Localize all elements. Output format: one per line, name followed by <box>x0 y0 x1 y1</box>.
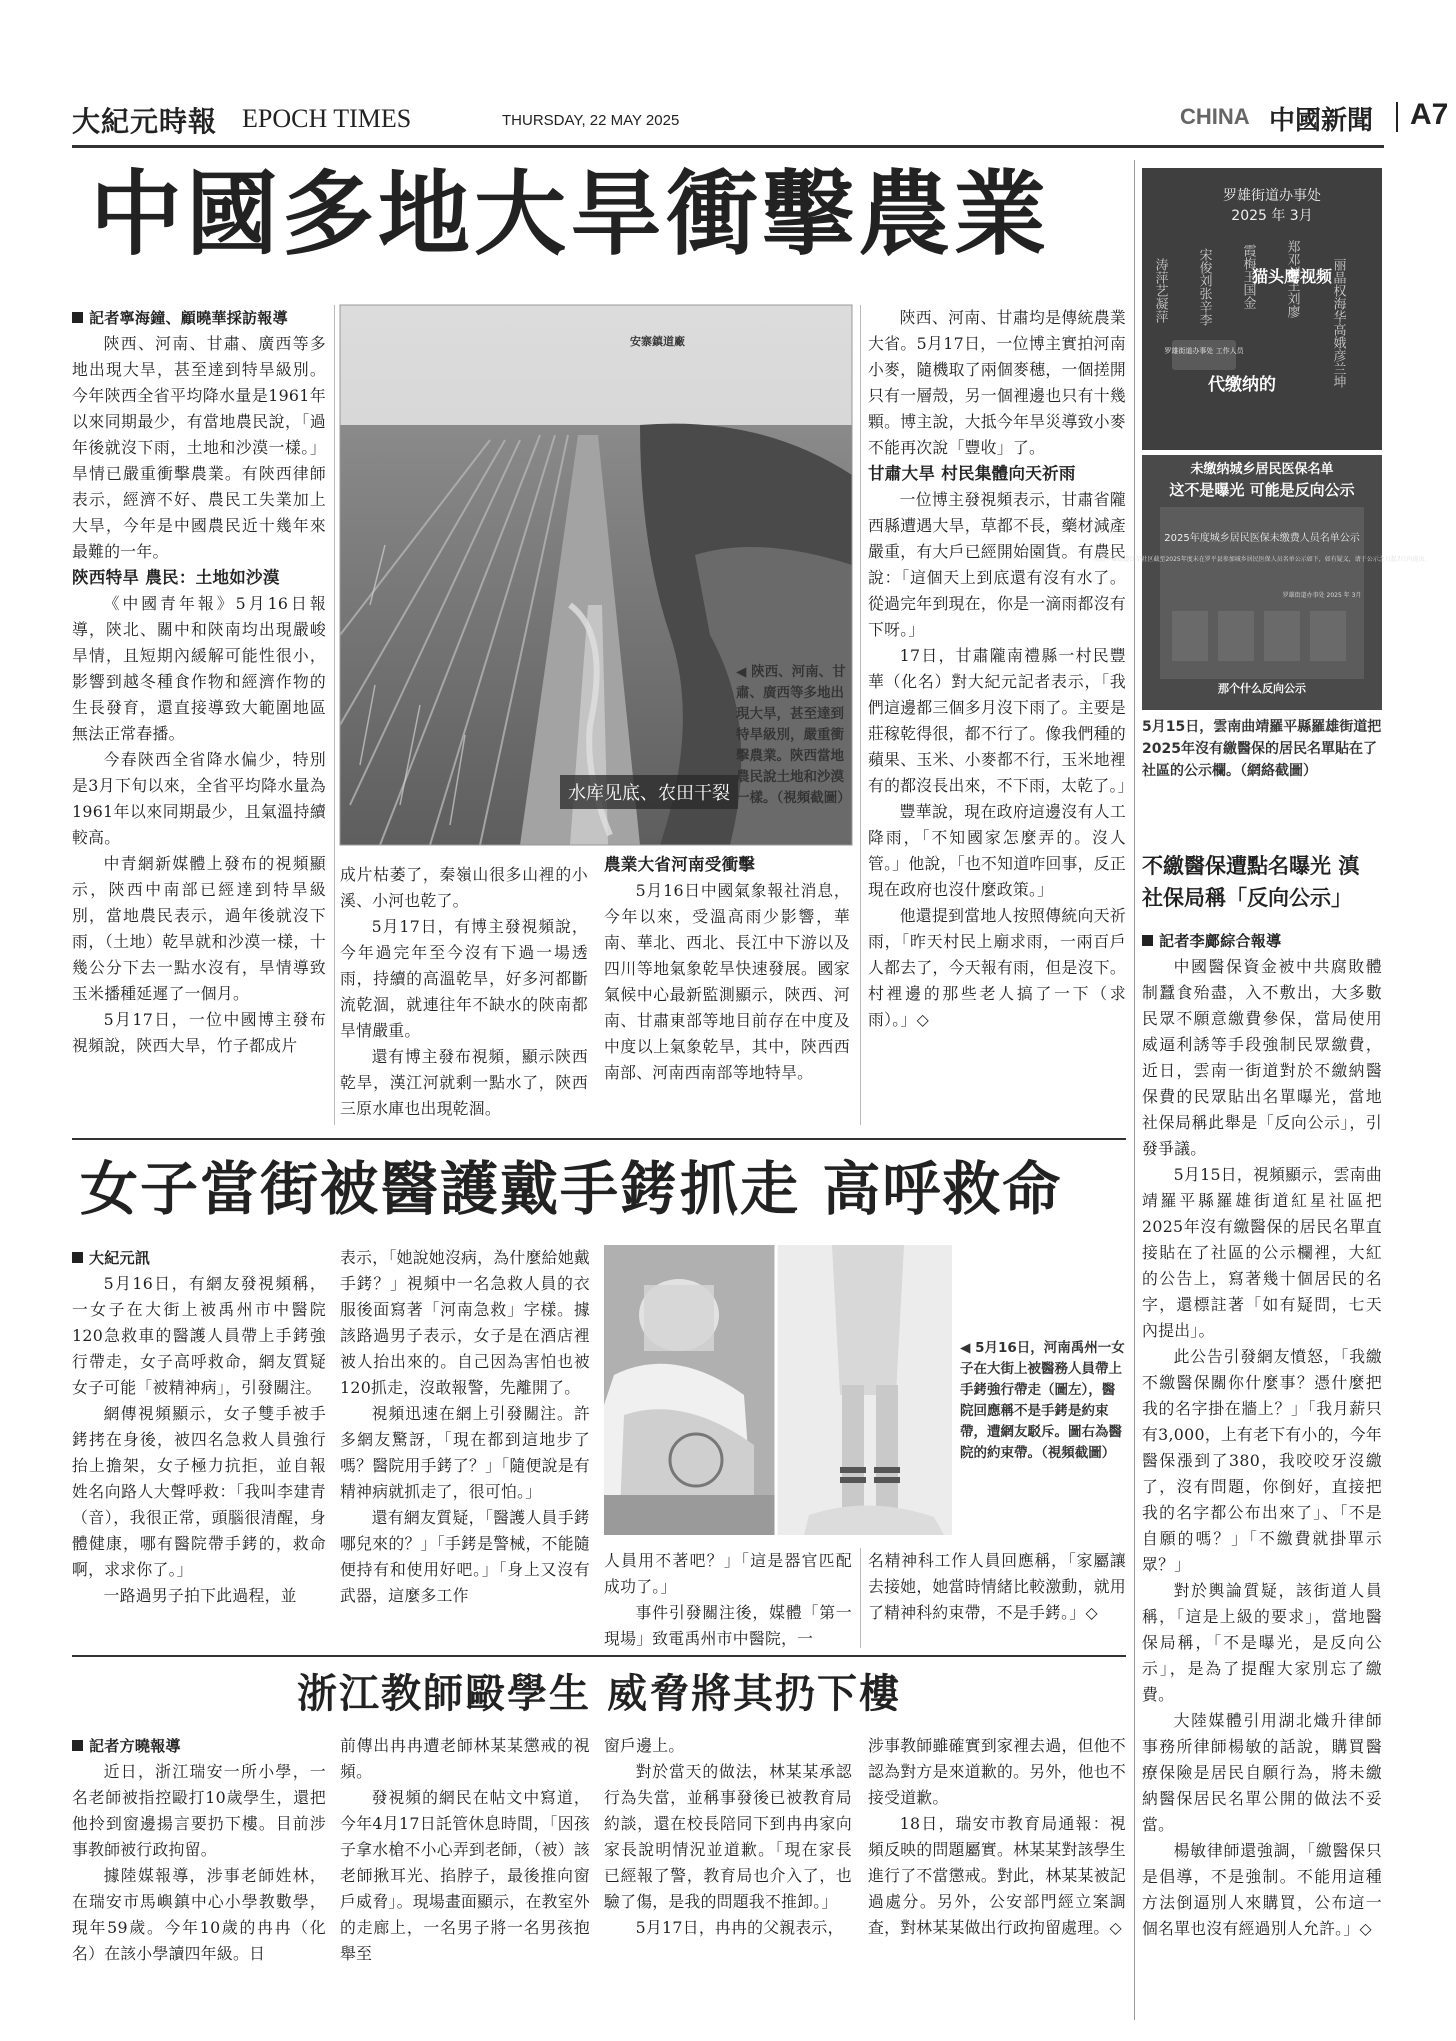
board-header-2: 2025 年 3月 <box>1231 208 1313 224</box>
article1-subhead-henan: 農業大省河南受衝擊 <box>604 855 756 874</box>
article2-photo-caption: ◀ 5月16日，河南禹州一女子在大街上被醫務人員帶上手銬強行帶走（圖左），醫院回應稱不是手銬是約束帶，遭網友駁斥。圖右為醫院的約束帶。（視頻截圖） <box>960 1340 1125 1461</box>
article1-column-3 <box>604 852 850 1086</box>
paper-name-cn: 大紀元時報 <box>72 105 218 138</box>
article1-subhead-gansu: 甘肅大旱 村民集體向天祈雨 <box>868 464 1076 483</box>
paragraph: 中青網新媒體上發布的視頻顯示，陝西中南部已經達到特旱級別，當地農民表示，過年後就沒下雨，（土地）乾旱就和沙漠一樣，十幾公分下去一點水沒有，旱情導致玉米播種延遲了一個月。 <box>72 854 326 1003</box>
paragraph: 5月16日中國氣象報社消息，今年以來，受溫高雨少影響，華南、華北、西北、長江中下游以及四川等地氣象乾旱快速發展。國家氣候中心最新監測顯示，陝西、河南、甘肅東部等地目前存在中度及中度以上氣象乾旱，其中，陝西西南部、河南西南部等地特旱。 <box>604 881 850 1082</box>
article1-subhead-shaanxi: 陝西特旱 農民：土地如沙漠 <box>72 568 280 587</box>
section-cn: 中國新聞 <box>1269 106 1374 136</box>
article-separator <box>72 1655 1126 1657</box>
notice-title-1: 未缴纳城乡居民医保名单 <box>1190 462 1334 477</box>
staff-board-photo <box>1142 168 1382 450</box>
paragraph: 17日，甘肅隴南禮縣一村民豐華（化名）對大紀元記者表示，「我們這邊都三個多月沒下雨了。主要是莊稼乾得很，都不行了。像我們種的蘋果、玉米、小麥都不行，玉米地裡有的都沒長出來，不下雨，太乾了。」 <box>868 646 1134 795</box>
article3-column-1 <box>72 1733 326 1967</box>
paragraph: 近日，浙江瑞安一所小學，一名老師被指控毆打10歲學生，還把他拎到窗邊揚言要扔下樓。目前涉事教師被行政拘留。 <box>72 1762 326 1859</box>
sidebar-byline: 記者李鄺綜合報導 <box>1142 928 1382 954</box>
notice-heading: 2025年度城乡居民医保未缴费人员名单公示 <box>1164 533 1360 544</box>
article2-column-2 <box>340 1245 590 1609</box>
sidebar-photo-caption: 5月15日，雲南曲靖羅平縣羅雄街道把2025年沒有繳醫保的居民名單貼在了社區的公示欄。（網絡截圖） <box>1142 719 1382 779</box>
paragraph: 還有博主發布視頻，顯示陝西乾旱，漢江河就剩一點水了，陝西三原水庫也出現乾涸。 <box>340 1047 588 1118</box>
paragraph: 還有網友質疑，「醫護人員手銬哪兒來的？」「手銬是警械，不能隨便持有和使用好吧。」「身上又沒有武器，這麼多工作 <box>340 1508 590 1605</box>
article3-byline: 記者方曉報導 <box>72 1733 326 1759</box>
board-sticker-1: 猫头鹰视频 <box>1251 267 1333 286</box>
sidebar-divider <box>1134 160 1135 2020</box>
paragraph: 5月17日，冉冉的父親表示， <box>635 1918 844 1937</box>
paragraph: 18日，瑞安市教育局通報：視頻反映的問題屬實。林某某對該學生進行了不當懲戒。對此，林某某被記過處分。另外，公安部門經立案調查，對林某某做出行政拘留處理。◇ <box>868 1814 1126 1937</box>
board-names: 郑邓刘王刘廖 <box>1284 240 1300 318</box>
paragraph: 5月16日，有網友發視頻稱，一女子在大街上被禹州市中醫院120急救車的醫護人員帶上手銬強行帶走，女子高呼救命，網友質疑女子可能「被精神病」，引發關注。 <box>72 1274 326 1397</box>
sidebar-headline: 不繳醫保遭點名曝光 滇社保局稱「反向公示」 <box>1142 854 1360 910</box>
board-header-1: 罗雄街道办事处 <box>1223 188 1321 204</box>
notice-title-2: 这不是曝光 可能是反向公示 <box>1169 481 1355 499</box>
section-divider <box>1396 102 1398 132</box>
article3-column-2 <box>340 1733 590 1967</box>
unpaid-insurance-notice-photo <box>1093 455 1431 710</box>
article2-headline: 女子當街被醫護戴手銬抓走 高呼救命 <box>80 1155 1063 1223</box>
column-divider <box>860 305 861 1125</box>
paragraph: 此公告引發網友憤怒，「我繳不繳醫保關你什麼事？憑什麼把我的名字掛在牆上？」「我月薪只有3,000，上有老下有小的，今年醫保漲到了380，我咬咬牙沒繳了，沒有問題，你倒好，直接把我的名字都公布出來了」、「不是自願的嗎？」「不繳費就掛單示眾？」 <box>1142 1347 1382 1574</box>
board-sticker-2: 代缴纳的 <box>1208 375 1276 395</box>
paragraph: 5月15日，視頻顯示，雲南曲靖羅平縣羅雄街道紅星社區把2025年沒有繳醫保的居民名單直接貼在了社區的公示欄裡，大紅的公告上，寫著幾十個居民的名字，還標註著「如有疑問，七天內提出」。 <box>1142 1165 1382 1340</box>
article2-column-3 <box>604 1548 852 1652</box>
board-names: 涛萍艺凝萍 <box>1152 258 1168 323</box>
article1-photo-caption: ◀ 陝西、河南、甘肅、廣西等多地出現大旱，甚至達到特旱級別，嚴重衝擊農業。陝西當地農民說土地和沙漠一樣。（視頻截圖） <box>736 664 851 806</box>
paragraph: 前傳出冉冉遭老師林某某懲戒的視頻。 <box>340 1736 590 1781</box>
paragraph: 人員用不著吧？」「這是器官匹配成功了。」 <box>604 1551 852 1596</box>
paragraph: 5月17日，一位中國博主發布視頻說，陝西大旱，竹子都成片 <box>72 1010 326 1055</box>
notice-body: 現將罗雄街道红星社区截至2025年度未在罗平县参加城乡居民医保人员名单公示如下，如有疑义，请于公示之日起7日内提出。 <box>1093 556 1431 563</box>
paper-name-en: EPOCH TIMES <box>242 104 412 133</box>
board-badge: 罗雄街道办事处 工作人员 <box>1164 347 1244 355</box>
article-separator <box>72 1138 1126 1140</box>
section-en: CHINA <box>1180 104 1250 129</box>
article3-headline: 浙江教師毆學生 威脅將其扔下樓 <box>297 1671 901 1717</box>
sidebar-body <box>1142 928 1382 1942</box>
paragraph: 陝西、河南、甘肅、廣西等多地出現大旱，甚至達到特旱級別。今年陝西全省平均降水量是1961年以來同期最少，有當地農民說，「過年後就沒下雨，土地和沙漠一樣。」旱情已嚴重衝擊農業。有陝西律師表示，經濟不好、農民工失業加上大旱，今年是中國農民近十幾年來最難的一年。 <box>72 334 326 561</box>
paragraph: 成片枯萎了，秦嶺山很多山裡的小溪、小河也乾了。 <box>340 865 588 910</box>
paragraph: 名精神科工作人員回應稱，「家屬讓去接她，她當時情緒比較激動，就用了精神科約束帶，不是手銬。」◇ <box>868 1551 1126 1622</box>
paragraph: 表示，「她說她沒病，為什麼給她戴手銬？」視頻中一名急救人員的衣服後面寫著「河南急救」字樣。據該路過男子表示，女子是在酒店裡被人抬出來的。自己因為害怕也被120抓走，沒敢報警，先離開了。 <box>340 1248 590 1397</box>
notice-sign: 罗雄街道办事处 2025 年 3月 <box>1282 592 1362 599</box>
paragraph: 《中國青年報》5月16日報導，陝北、關中和陝南均出現嚴峻旱情，且短期內緩解可能性很小，影響到越冬種食作物和經濟作物的生長發育，還直接導致大範圍地區無法正常春播。 <box>72 594 326 743</box>
paragraph: 視頻迅速在網上引發關注。許多網友驚訝，「現在都到這地步了嗎？醫院用手銬了？」「隨便說是有精神病就抓走了，很可怕。」 <box>340 1404 590 1501</box>
paragraph: 中國醫保資金被中共腐敗體制蠶食殆盡，入不敷出，大多數民眾不願意繳費參保，當局使用威逼利誘等手段強制民眾繳費，近日，雲南一街道對於不繳納醫保費的民眾貼出名單曝光，當地社保局稱此舉是「反向公示」，引發爭議。 <box>1142 957 1382 1158</box>
notice-bottom-label: 那个什么反向公示 <box>1218 682 1306 695</box>
photo-subtitle: 水库见底、农田干裂 <box>568 783 730 804</box>
paragraph: 大陸媒體引用湖北熾升律師事務所律師楊敏的話說，購買醫療保險是居民自願行為，將未繳納醫保居民名單公開的做法不妥當。 <box>1142 1711 1382 1834</box>
paragraph: 豐華說，現在政府這邊沒有人工降雨，「不知國家怎麼弄的。沒人管。」他說，「也不知道咋回事，反正現在政府也沒什麼政策。」 <box>868 802 1126 899</box>
paragraph: 對於當天的做法，林某某承認行為失當，並稱事發後已被教育局約談，還在校長陪同下到冉冉家向家長說明情況並道歉。「現在家長已經報了警，教育局也介入了，也驗了傷，是我的問題我不推卸。」 <box>604 1762 852 1911</box>
paragraph: 對於輿論質疑，該街道人員稱，「這是上級的要求」，當地醫保局稱，「不是曝光，是反向公示」，是為了提醒大家別忘了繳費。 <box>1142 1581 1382 1704</box>
masthead-rule <box>72 145 1384 148</box>
paragraph: 陝西、河南、甘肅均是傳統農業大省。5月17日，一位博主實拍河南小麥，隨機取了兩個麥穗，一個搓開只有一層殼，另一個裡邊也只有十幾顆。博主說，大抵今年旱災導致小麥不能再次說「豐收」了。 <box>868 308 1126 457</box>
paragraph: 涉事教師雖確實到家裡去過，但他不認為對方是來道歉的。另外，他也不接受道歉。 <box>868 1736 1126 1807</box>
handcuff-video-screenshot <box>604 1245 952 1535</box>
article3-column-4 <box>868 1733 1126 1941</box>
masthead <box>72 98 1449 142</box>
column-divider <box>334 305 335 1125</box>
paragraph: 楊敏律師還強調，「繳醫保只是倡導，不是強制。不能用這種方法倒逼別人來購買，公布這一個名單也沒有經過別人允許。」◇ <box>1142 1841 1382 1938</box>
page-number: A7 <box>1410 98 1449 131</box>
board-names: 霞梅玉国金 <box>1240 244 1256 309</box>
photo-overlay-label: 安寨鎮道廠 <box>630 335 685 348</box>
board-names: 丽晶权海华高娥彦兰坤 <box>1330 258 1346 388</box>
paragraph: 今春陝西全省降水偏少，特別是3月下旬以來，全省平均降水量為1961年以來同期最少，且氣溫持續較高。 <box>72 750 326 847</box>
paragraph: 網傳視頻顯示，女子雙手被手銬拷在身後，被四名急救人員強行抬上擔架，女子極力抗拒，並自報姓名向路人大聲呼救：「我叫李建青（音），我很正常，頭腦很清醒，身體健康，哪有醫院帶手銬的，救命啊，求求你了。」 <box>72 1404 326 1579</box>
paragraph: 據陸媒報導，涉事老師姓林，在瑞安市馬嶼鎮中心小學教數學，現年59歲。今年10歲的冉冉（化名）在該小學讀四年級。日 <box>72 1866 326 1963</box>
column-divider <box>860 1548 861 1648</box>
board-names: 宋俊刘张辛李 <box>1196 248 1212 326</box>
paragraph: 發視頻的網民在帖文中寫道，今年4月17日託管休息時間，「因孩子拿水槍不小心弄到老師，（被）該老師揪耳光、掐脖子，最後推向窗戶威脅」。現場畫面顯示，在教室外的走廊上，一名男子將一名男孩抱舉至 <box>340 1788 590 1963</box>
article2-byline: 大紀元訊 <box>72 1245 326 1271</box>
article1-byline: 記者寧海鐘、顧曉華採訪報導 <box>72 305 326 331</box>
paragraph: 5月17日，有博主發視頻說，今年過完年至今沒有下過一場透雨，持續的高溫乾旱，好多河都斷流乾涸，就連往年不缺水的陝南都旱情嚴重。 <box>340 917 588 1040</box>
issue-date: THURSDAY, 22 MAY 2025 <box>502 112 680 129</box>
article1-column-1 <box>72 305 326 1059</box>
article2-column-1 <box>72 1245 326 1609</box>
article1-column-2 <box>340 862 588 1122</box>
paragraph: 一位博主發視頻表示，甘肅省隴西縣遭遇大旱，草都不長，藥材減產嚴重，有大戶已經開始園貨。有農民說：「這個天上到底還有沒有水了。從過完年到現在，你是一滴雨都沒有下呀。」 <box>868 490 1126 639</box>
paragraph: 事件引發關注後，媒體「第一現場」致電禹州市中醫院，一 <box>604 1603 852 1648</box>
paragraph: 一路過男子拍下此過程，並 <box>103 1586 297 1605</box>
article3-column-3 <box>604 1733 852 1941</box>
article1-column-4 <box>868 305 1134 1033</box>
paragraph: 他還提到當地人按照傳統向天祈雨，「昨天村民上廟求雨，一兩百戶人都去了，今天報有雨，但是沒下。村裡邊的那些老人搞了一下（求雨）。」◇ <box>868 906 1126 1029</box>
article1-headline: 中國多地大旱衝擊農業 <box>90 161 1051 268</box>
article2-column-4 <box>868 1548 1126 1626</box>
paragraph: 窗戶邊上。 <box>604 1736 685 1755</box>
